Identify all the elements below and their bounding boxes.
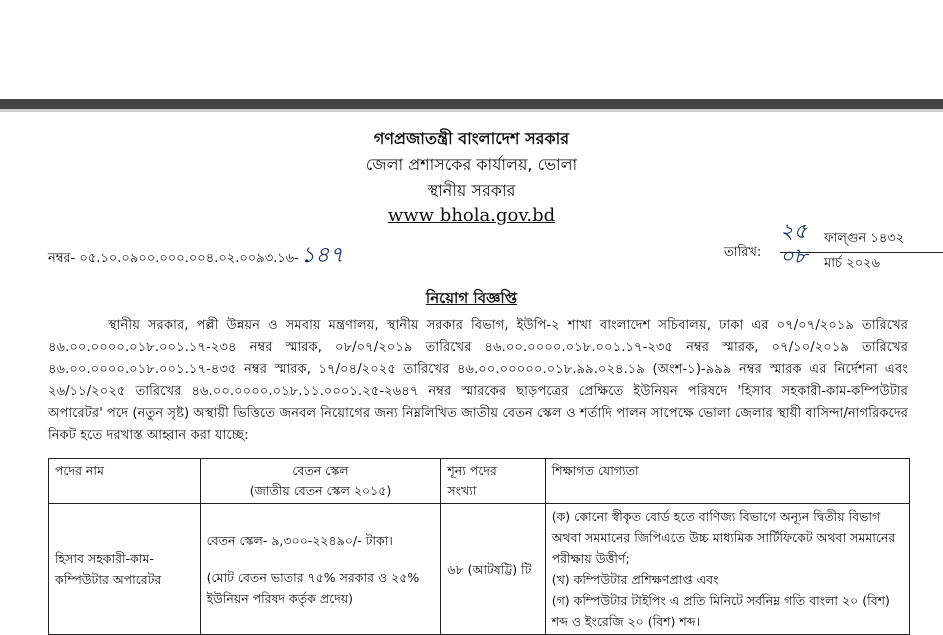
header-vacancy: [441, 459, 545, 504]
cell-vacancy: ৬৮ (আটষট্টি) টি: [441, 504, 545, 635]
date-fraction: [780, 219, 943, 275]
scale-value: বেতন স্কেল- ৯,৩০০-২২৪৯০/- টাকা।: [206, 532, 393, 548]
header-post: পদের নাম: [49, 459, 201, 504]
date-label: তারিখ:: [724, 245, 762, 260]
qualification-b: (খ) কম্পিউটার প্রশিক্ষণপ্রাপ্ত এবং: [551, 572, 719, 587]
header-qualification: শিক্ষাগত যোগ্যতা: [545, 459, 909, 504]
vacancy-table: [48, 458, 910, 635]
cell-post: হিসাব সহকারী-কাম-কম্পিউটার অপারেটর: [49, 504, 201, 635]
website-link[interactable]: www bhola.gov.bd: [387, 205, 556, 226]
english-month-year: মার্চ ২০২৬: [824, 256, 880, 271]
top-divider-shadow: [0, 109, 943, 112]
top-divider-bar: [0, 99, 943, 109]
bangla-day: ২৫: [780, 219, 808, 243]
bangla-month-year: ফাল্গুন ১৪৩২: [824, 231, 905, 246]
cell-qualification: [545, 504, 909, 635]
notice-body: স্থানীয় সরকার, পল্লী উন্নয়ন ও সমবায় মন্ত্রণালয়, স্থানীয় সরকার বিভাগ, ইউপি-২ শাখা বাংলাদেশ সচিবালয়, ঢাকা এর ০৭/০৭/২০১৯ তারিখের ৪৬.০০.০০০০.০১৮.০০১.১৭-২৩৪ নম্বর স্মারক, ০৮/০৭/২০১৯ তারিখের ৪৬.০০.০০০০.০১৮.০০১.১৭-২৩৫ নম্বর স্মারক, ০৭/১০/২০১৯ তারিখের ৪৬.০০.০০০০.০১৮.০০১.১৭-৪৩৫ নম্বর স্মারক, ১৭/০৪/২০২৫ তারিখের ৪৬.০০.০০০০০.০১৮.৯৯.০২৪.১৯ (অংশ-১)-৯৯৯ নম্বর স্মারক এর নির্দেশনা এবং ২৬/১১/২০২৫ তারিখের ৪৬.০০.০০০০.০১৮.১১.০০০১.২৫-২৬৪৭ নম্বর স্মারকের ছাড়পত্রের প্রেক্ষিতে ইউনিয়ন পরিষদে 'হিসাব সহকারী-কাম-কম্পিউটার অপারেটর' পদে (নতুন সৃষ্ট) অস্থায়ী ভিত্তিতে জনবল নিয়োগের জন্য নিম্নলিখিত জাতীয় বেতন স্কেল ও শর্তাদি পালন সাপেক্ষে ভোলা জেলার স্থায়ী বাসিন্দা/নাগরিকদের নিকট হতে দরখাস্ত আহ্বান করা যাচ্ছে:: [48, 318, 909, 443]
table-header-row: [49, 459, 910, 504]
header-vacancy-line2: সংখ্যা: [447, 483, 477, 498]
notice-title: নিয়োগ বিজ্ঞপ্তি: [425, 289, 518, 307]
header-scale: [200, 459, 441, 504]
scale-note: (মোট বেতন ভাতার ৭৫% সরকার ও ২৫% ইউনিয়ন পরিষদ কর্তৃক প্রদেয়): [206, 569, 420, 606]
header-scale-line2: (জাতীয় বেতন স্কেল ২০১৫): [249, 483, 392, 498]
memo-number: [48, 238, 344, 275]
english-date-row: [780, 244, 943, 275]
qualification-c: (গ) কম্পিউটার টাইপিং এ প্রতি মিনিটে সর্বনিম্ন গতি বাংলা ২০ (বিশ) শব্দ ও ইংরেজি ২০ (বিশ) শব্দ।: [551, 593, 890, 629]
memo-prefix: নম্বর- ০৫.১০.০৯০০.০০০.০০৪.০২.০০৯৩.১৬-: [48, 251, 299, 266]
cell-scale: [200, 504, 441, 635]
govt-title: গণপ্রজাতন্ত্রী বাংলাদেশ সরকার: [373, 129, 570, 148]
qualification-a: (ক) কোনো স্বীকৃত বোর্ড হতে বাণিজ্য বিভাগে অন্যূন দ্বিতীয় বিভাগ অথবা সমমানের জিপিএতে উচ্চ মাধ্যমিক সার্টিফিকেট অথবা সমমানের পরীক্ষায় উত্তীর্ণ;: [551, 509, 896, 566]
header-scale-line1: বেতন স্কেল: [292, 463, 349, 478]
office-name: জেলা প্রশাসকের কার্যালয়, ভোলা: [365, 155, 578, 174]
english-day: ০৮: [780, 244, 808, 268]
department-name: স্থানীয় সরকার: [427, 181, 516, 200]
table-row: [49, 504, 910, 635]
memo-handwritten-number: ১৪৭: [300, 243, 344, 268]
header-vacancy-line1: শূন্য পদের: [447, 463, 497, 478]
